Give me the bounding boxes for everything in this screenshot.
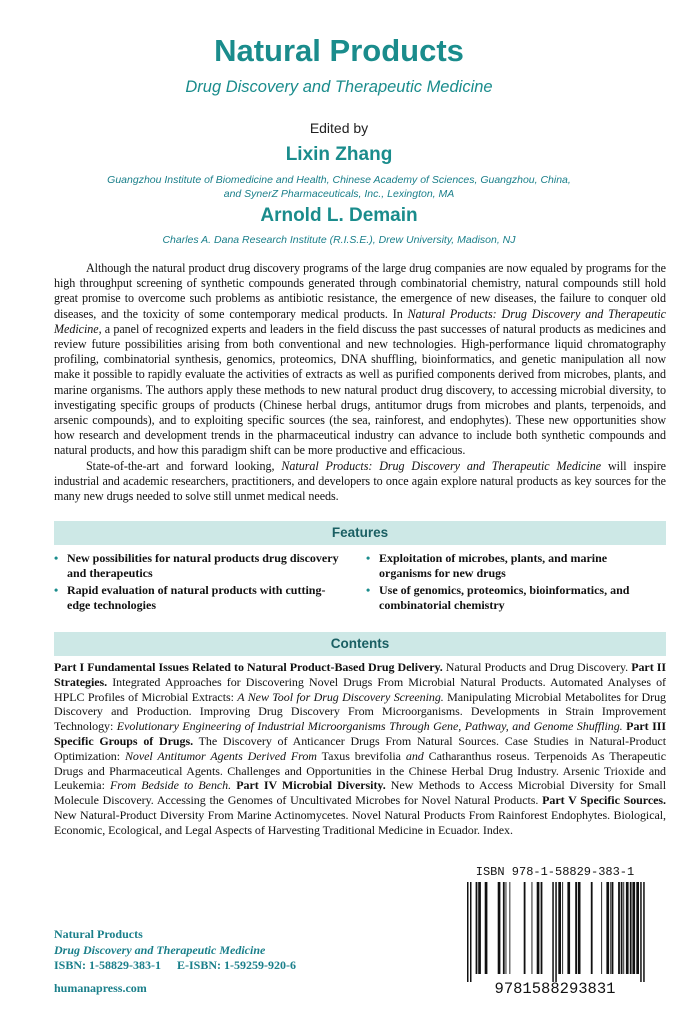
barcode-bar bbox=[640, 882, 642, 982]
footer-isbn: ISBN: 1-58829-383-1 bbox=[54, 958, 161, 972]
contents-segment: New Natural-Product Diversity From Marine Actinomycetes. Novel Natural Products From Rainforest Endophytes. Biological, Economic, Ecological, and Legal Aspects of Harvesting Traditional Medicine in Ecuador. Index. bbox=[54, 807, 666, 837]
bullet-icon: • bbox=[54, 583, 59, 597]
barcode-bar bbox=[643, 882, 645, 982]
contents-segment: From Bedside to Bench. bbox=[110, 778, 232, 793]
barcode-bar bbox=[612, 882, 614, 974]
barcode-block bbox=[455, 865, 655, 998]
barcode-bar bbox=[630, 882, 632, 974]
barcode-bar bbox=[610, 882, 611, 974]
barcode-bar bbox=[498, 882, 501, 974]
barcode-bar bbox=[591, 882, 593, 974]
feature-item: • Exploitation of microbes, plants, and marine organisms for new drugs bbox=[366, 551, 608, 580]
description-paragraph-2: State-of-the-art and forward looking, Natural Products: Drug Discovery and Therapeutic Medicine will inspire industrial and academic researchers, practitioners, and developers to once again explore natural products as key sources for the many new drugs needed to solve still unmet medical needs. bbox=[54, 458, 666, 504]
description-paragraph-1: Although the natural product drug discovery programs of the large drug companies are now equaled by programs for the high throughput screening of synthetic compounds generated through combinatorial chemistry, natural compounds still hold great promise to overcome such problems as antibiotic resistance, the emergence of new diseases, the failure to conquer old diseases, and the toxicity of some contemporary medical products. In Natural Products: Drug Discovery and Therapeutic Medicine, a panel of recognized experts and leaders in the field discuss the past successes of natural products as medicines and review future possibilities arising from both conventional and new technologies. High-performance liquid chromatography profiling, combinatorial synthesis, genomics, proteomics, DNA shuffling, bioinformatics, and genetic manipulation all now make it possible to rapidly evaluate the activities of extracts as well as purified components derived from microbes, plants, and marine organisms. The authors apply these methods to new natural product drug discovery, to accessing microbial diversity, to investigating specific groups of products (Chinese herbal drugs, antitumor drugs from microbes and plants, terpenoids, and arsenic compounds), and to exploiting specific sources (the sea, rainforest, and endophytes). These new opportunities show how research and development trends in the pharmaceutical industry can advance to include both synthetic compounds and natural products, and how this paradigm shift can be more productive and efficacious. bbox=[54, 261, 666, 458]
contents-segment: Taxus brevifolia bbox=[316, 748, 406, 763]
affiliation-line: Guangzhou Institute of Biomedicine and Health, Chinese Academy of Sciences, Guangzhou, China, bbox=[107, 174, 571, 186]
publisher-footer bbox=[54, 927, 374, 996]
barcode-bar bbox=[618, 882, 620, 974]
barcode-bar bbox=[632, 882, 635, 974]
contents-segment: Part III Specific Groups of Drugs. bbox=[54, 719, 667, 748]
barcode-bar bbox=[467, 882, 469, 982]
edited-by-label: Edited by bbox=[309, 120, 369, 136]
table-of-contents bbox=[54, 660, 666, 838]
barcode-bar bbox=[478, 882, 481, 974]
bullet-icon: • bbox=[54, 551, 59, 565]
barcode-bar bbox=[555, 882, 557, 982]
editor-affiliation-zhang bbox=[0, 173, 678, 201]
book-title: Natural Products bbox=[214, 33, 464, 68]
features-list-right bbox=[366, 551, 656, 615]
barcode-bar bbox=[623, 882, 624, 974]
footer-eisbn: E-ISBN: 1-59259-920-6 bbox=[177, 958, 296, 972]
contents-segment: Part I Fundamental Issues Related to Natural Product-Based Drug Delivery. bbox=[54, 660, 443, 674]
contents-segment: Integrated Approaches for Discovering Novel Drugs From Microbial Natural Products. Automated Analyses of HPLC Profiles of Microbial Extracts: bbox=[54, 674, 666, 704]
barcode-bar bbox=[567, 882, 570, 974]
barcode-bar bbox=[541, 882, 543, 974]
editor-name-demain: Arnold L. Demain bbox=[260, 205, 418, 226]
contents-segment: Catharanthus roseus. Terpenoids As Therapeutic Drugs and Pharmaceutical Agents. Challenges and Opportunities in the Chinese Herbal Drug Industry. Arsenic Trioxide and Leukemia: bbox=[54, 748, 666, 793]
contents-segment: The Discovery of Anticancer Drugs From Natural Sources. Case Studies in Natural-Product Optimization: bbox=[54, 733, 666, 763]
contents-segment: Manipulating Microbial Metabolites for Drug Discovery and Production. Improving Drug Discovery From Microorganisms. Developments in Strain Improvement Technology: bbox=[54, 689, 666, 734]
contents-segment: and bbox=[405, 748, 424, 763]
contents-segment: Part II Strategies. bbox=[54, 660, 666, 689]
affiliation-line: Charles A. Dana Research Institute (R.I.S.E.), Drew University, Madison, NJ bbox=[162, 234, 516, 246]
barcode-bar bbox=[470, 882, 472, 982]
barcode-bar bbox=[503, 882, 505, 974]
contents-heading: Contents bbox=[54, 632, 666, 656]
bullet-icon: • bbox=[366, 583, 371, 597]
contents-segment: New Methods to Access Microbial Diversity for Small Molecule Discovery. Accessing the Genomes of Uncultivated Microbes for Novel Natural Products. bbox=[54, 778, 666, 808]
editor-name-zhang: Lixin Zhang bbox=[285, 144, 393, 165]
barcode-bar bbox=[537, 882, 540, 974]
book-description bbox=[54, 261, 666, 504]
contents-segment: Natural Products and Drug Discovery. bbox=[442, 660, 632, 674]
contents-segment: Novel Antitumor Agents Derived From bbox=[124, 748, 317, 763]
feature-item: • New possibilities for natural products drug discovery and therapeutics bbox=[54, 551, 339, 580]
affiliation-line: and SynerZ Pharmaceuticals, Inc., Lexington, MA bbox=[223, 188, 455, 200]
footer-subtitle: Drug Discovery and Therapeutic Medicine bbox=[54, 942, 266, 957]
barcode-bar bbox=[621, 882, 623, 974]
bullet-icon: • bbox=[366, 551, 371, 565]
barcode-bar bbox=[506, 882, 507, 974]
barcode-digits: 9781588293831 bbox=[494, 980, 616, 998]
contents-segment: Part V Specific Sources. bbox=[542, 793, 666, 808]
barcode-bar bbox=[601, 882, 602, 974]
feature-item: • Rapid evaluation of natural products with cutting-edge technologies bbox=[54, 583, 326, 612]
barcode-icon bbox=[455, 882, 655, 982]
barcode-bar bbox=[524, 882, 526, 974]
editor-affiliation-demain bbox=[0, 233, 678, 247]
barcode-bar bbox=[562, 882, 563, 974]
barcode-bar bbox=[476, 882, 478, 974]
footer-isbn-line bbox=[54, 958, 374, 974]
barcode-bar bbox=[626, 882, 629, 974]
barcode-bar bbox=[575, 882, 577, 974]
barcode-bar bbox=[558, 882, 561, 974]
contents-segment: Evolutionary Engineering of Industrial Microorganisms Through Gene, Pathway, and Genome Shuffling. bbox=[116, 719, 623, 734]
publisher-url: humanapress.com bbox=[54, 980, 147, 995]
barcode-bar bbox=[485, 882, 488, 974]
barcode-bar bbox=[532, 882, 533, 974]
barcode-bar bbox=[509, 882, 510, 974]
barcode-bar bbox=[636, 882, 639, 974]
features-list-left bbox=[54, 551, 344, 615]
barcode-bar bbox=[578, 882, 581, 974]
contents-segment: A New Tool for Drug Discovery Screening. bbox=[237, 689, 444, 704]
barcode-bar bbox=[606, 882, 609, 974]
footer-title: Natural Products bbox=[54, 927, 143, 941]
features-heading: Features bbox=[54, 521, 666, 545]
barcode-bar bbox=[552, 882, 554, 982]
book-subtitle: Drug Discovery and Therapeutic Medicine bbox=[185, 78, 493, 96]
feature-item: • Use of genomics, proteomics, bioinformatics, and combinatorial chemistry bbox=[366, 583, 630, 612]
contents-segment: Part IV Microbial Diversity. bbox=[236, 778, 386, 793]
barcode-isbn-text: ISBN 978-1-58829-383-1 bbox=[475, 865, 635, 879]
